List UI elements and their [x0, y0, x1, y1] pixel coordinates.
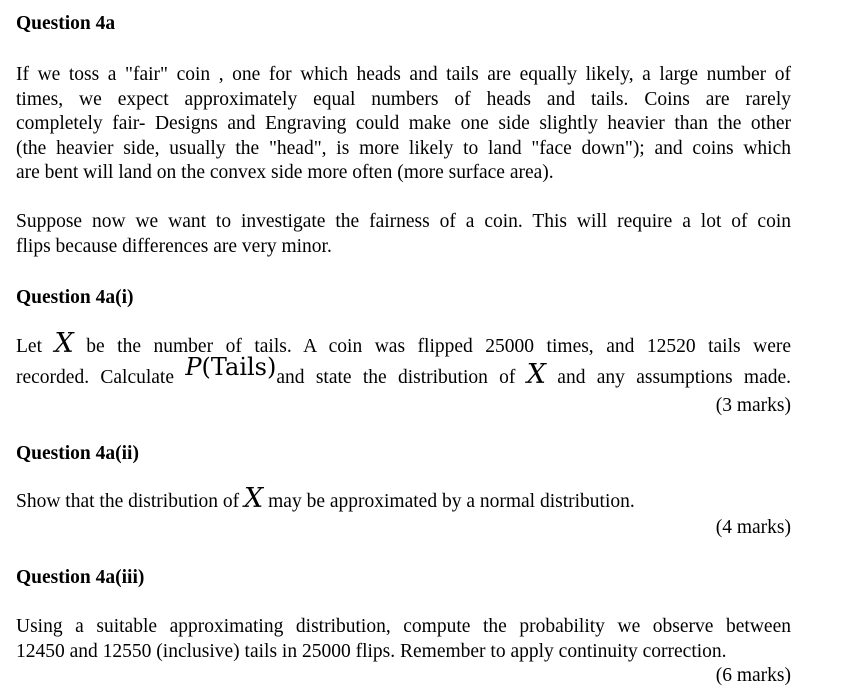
investigation-paragraph: [16, 210, 791, 259]
heading-question-4a: Question 4a: [16, 13, 116, 34]
investigation-line-2: flips because differences are very minor.: [16, 235, 332, 257]
investigation-line-1: Suppose now we want to investigate the fairness of a coin. This will require a lot of coin: [16, 211, 791, 232]
variable-x-2: X: [526, 358, 546, 390]
assumptions-text: and any assumptions made.: [557, 366, 792, 388]
question-4a-i-line-2: [16, 352, 792, 391]
variable-x: X: [54, 328, 74, 359]
intro-line-1: If we toss a "fair" coin , one for which heads and tails are equally likely, a large number of: [16, 64, 791, 85]
show-text: Show that the distribution of: [16, 491, 240, 512]
heading-question-4a-iii: Question 4a(iii): [16, 567, 145, 588]
marks-question-4a-ii: (4 marks): [715, 517, 791, 538]
intro-line-2: times, we expect approximately equal numbers of heads and tails. Coins are rarely: [16, 88, 791, 110]
heading-question-4a-ii: Question 4a(ii): [16, 443, 139, 464]
intro-line-5: are bent will land on the convex side more often (more surface area).: [16, 162, 554, 183]
probability-function: P: [185, 352, 202, 381]
intro-paragraph: [16, 63, 791, 186]
question-4a-iii-text: [16, 615, 791, 664]
calculate-text: recorded. Calculate: [16, 366, 175, 388]
question-4a-iii-line-1: Using a suitable approximating distribution, compute the probability we observe between: [16, 616, 791, 637]
question-4a-ii-text: [16, 483, 791, 515]
marks-question-4a-iii: (6 marks): [715, 665, 791, 686]
variable-x-3: X: [244, 483, 264, 514]
let-text: Let: [16, 336, 42, 357]
distribution-text: and state the distribution of: [276, 366, 516, 388]
probability-argument: Tails: [210, 352, 267, 381]
question-4a-i-text: [16, 328, 792, 390]
intro-line-3: completely fair- Designs and Engraving could make one side slightly heavier than the other: [16, 113, 791, 134]
question-4a-i-line-1: [16, 328, 792, 360]
probability-expression: P(Tails): [185, 352, 277, 381]
question-4a-iii-line-2: 12450 and 12550 (inclusive) tails in 25000 flips. Remember to apply continuity correction.: [16, 640, 727, 662]
intro-line-4: (the heavier side, usually the "head", is more likely to land "face down"); and coins which: [16, 137, 791, 159]
question-4a-i-line-1-rest: be the number of tails. A coin was flipped 25000 times, and 12520 tails were: [86, 336, 792, 357]
heading-question-4a-i: Question 4a(i): [16, 287, 134, 308]
normal-approx-text: may be approximated by a normal distribution.: [268, 491, 635, 512]
marks-question-4a-i: (3 marks): [715, 395, 791, 416]
